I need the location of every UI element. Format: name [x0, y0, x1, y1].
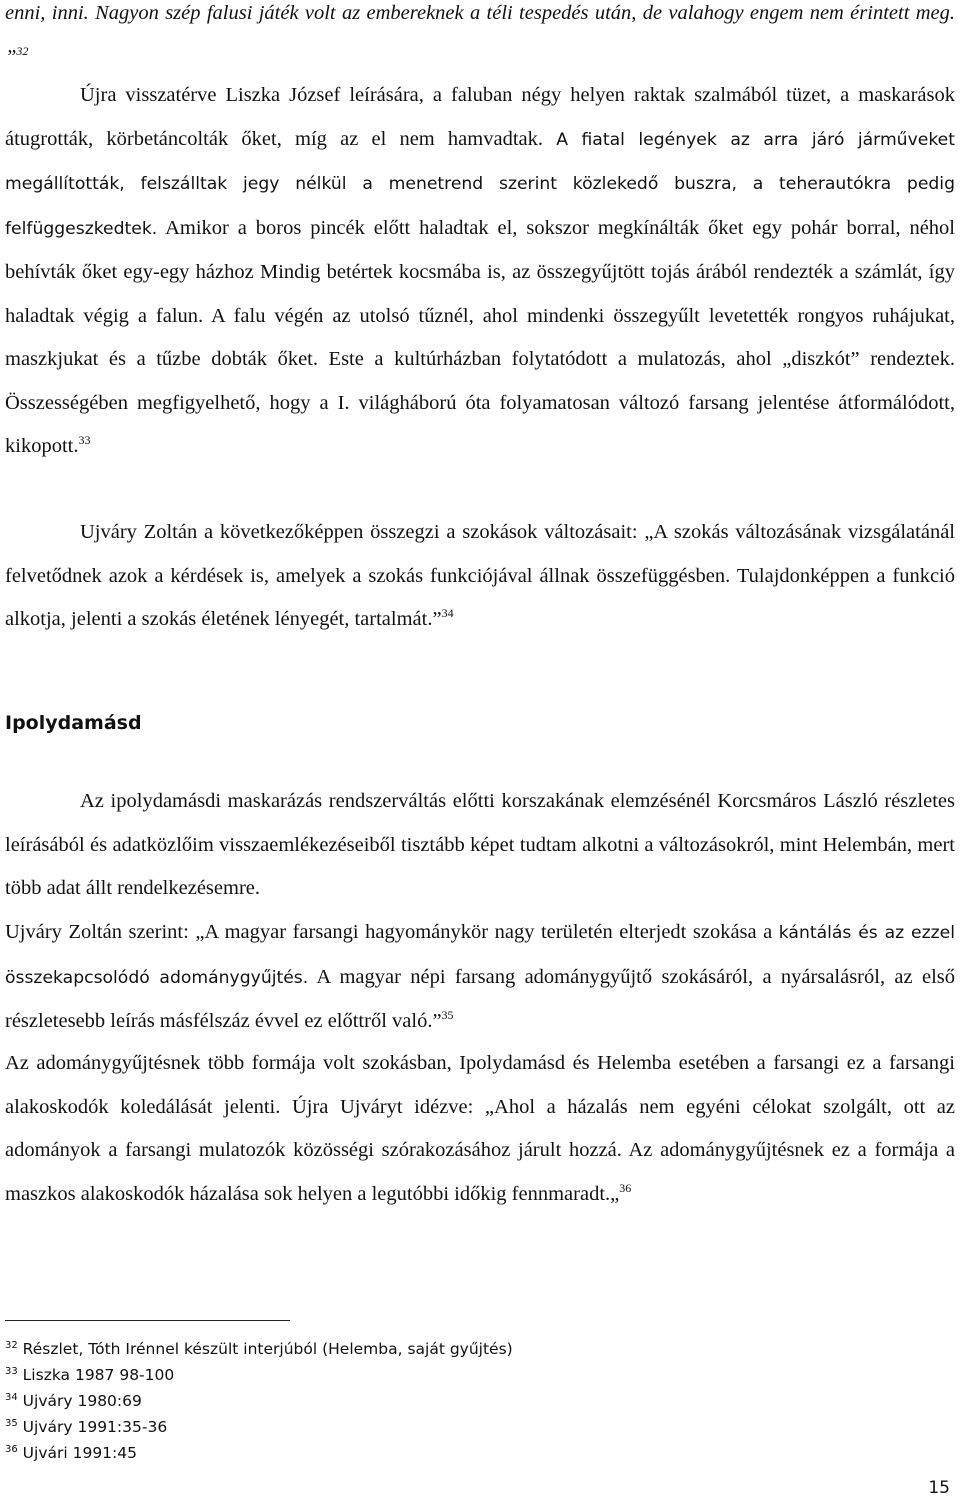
- footnote-ref-36[interactable]: 36: [619, 1180, 632, 1195]
- footnotes: [5, 1336, 513, 1466]
- footnote-ref-35[interactable]: 35: [441, 1008, 454, 1023]
- ujvary-farsang-text-3: A magyar népi farsang adománygyűjtő szokásáról, a nyársalásról, az első részletesebb leírás másfélszáz évvel ez előttről való.”: [5, 965, 955, 1032]
- quote-text: enni, inni. Nagyon szép falusi játék volt az embereknek a téli tespedés után, de valahogy engem nem érintett meg. ”: [5, 2, 955, 68]
- page-number: 15: [928, 1478, 950, 1498]
- adomanygyujtes-text: Az adománygyűjtésnek több formája volt szokásban, Ipolydamásd és Helemba esetében a farsangi ez a farsangi alakoskodók koledálását jelenti. Újra Ujváryt idézve: „Ahol a házalás nem egyéni célokat szolgált, ott az adományok a farsangi mulatozók közösségi szórakozásához járult hozzá. Az adománygyűjtésnek ez a formája a maszkos alakoskodók házalása sok helyen a legutóbbi időkig fennmaradt.„: [5, 1052, 955, 1205]
- footnote-32: [5, 1336, 513, 1362]
- footnote-33: [5, 1362, 513, 1388]
- footnote-34: [5, 1388, 513, 1414]
- footnote-ref-34[interactable]: 34: [441, 606, 454, 621]
- footnote-divider: [5, 1320, 290, 1321]
- liszka-text-2: A fiatal legények az arra járó járműveket megállították, felszálltak jegy nélkül a menetrend szerint közlekedő buszra, a teherautókra pedig felfüggeszkedtek.: [5, 129, 955, 239]
- paragraph-liszka: [5, 74, 955, 469]
- paragraph-ujvary-changes: [5, 511, 955, 642]
- paragraph-adomanygyujtes: [5, 1042, 955, 1216]
- footnote-text: Ujváry 1980:69: [22, 1392, 142, 1410]
- footnote-number: 34: [5, 1391, 18, 1403]
- footnote-number: 33: [5, 1365, 18, 1377]
- footnote-text: Liszka 1987 98-100: [22, 1366, 175, 1384]
- ujvary-changes-text: Ujváry Zoltán a következőképpen összegzi a szokások változásait: „A szokás változásának vizsgálatánál felvetődnek azok a kérdések is, amelyek a szokás funkciójával állnak összefüggésben. Tulajdonképpen a funkció alkotja, jelenti a szokás életének lényegét, tartalmát.”: [5, 521, 955, 630]
- ipolydamasd-text: Az ipolydamásdi maskarázás rendszerváltás előtti korszakának elemzésénél Korcsmáros László részletes leírásából és adatközlőim visszaemlékezéseiből tisztább képet tudtam alkotni a változásokról, mint Helembán, mert több adat állt rendelkezésemre.: [5, 790, 955, 899]
- footnote-text: Részlet, Tóth Irénnel készült interjúból (Helemba, saját gyűjtés): [22, 1340, 513, 1358]
- footnote-text: Ujváry 1991:35-36: [22, 1418, 168, 1436]
- footnote-ref-33[interactable]: 33: [78, 433, 91, 448]
- footnote-number: 36: [5, 1443, 18, 1455]
- liszka-text-1: Újra visszatérve Liszka József leírására, a faluban négy helyen raktak szalmából tüzet, a maskarások átugrották, körbetáncolták őket, míg az el nem hamvadtak.: [5, 84, 955, 150]
- footnote-ref-32[interactable]: 32: [16, 43, 29, 58]
- paragraph-ujvary-farsang: [5, 911, 955, 1044]
- footnote-text: Ujvári 1991:45: [22, 1444, 137, 1462]
- ujvary-farsang-text-1: Ujváry Zoltán szerint: „A magyar farsangi hagyománykör nagy területén elterjedt szokása a: [5, 921, 779, 943]
- footnote-36: [5, 1440, 513, 1466]
- footnote-number: 32: [5, 1339, 18, 1351]
- section-heading: Ipolydamásd: [5, 712, 142, 734]
- ujvary-farsang-text-2: kántálás és az ezzel összekapcsolódó adománygyűjtés.: [5, 923, 955, 988]
- liszka-text-3: Amikor a boros pincék előtt haladtak el, sokszor megkínálták őket egy pohár borral, néhol behívták őket egy-egy házhoz Mindig betértek kocsmába is, az összegyűjtött tojás árából rendezték a számlát, így haladtak végig a falun. A falu végén az utolsó tűznél, ahol mindenki összegyűlt levetették rongyos ruhájukat, maszkjukat és a tűzbe dobták őket. Este a kultúrházban folytatódott a mulatozás, ahol „diszkót” rendeztek. Összességében megfigyelhető, hogy a I. világháború óta folyamatosan változó farsang jelentése átformálódott, kikopott.: [5, 216, 955, 457]
- paragraph-quote-end: [5, 0, 955, 79]
- footnote-35: [5, 1414, 513, 1440]
- paragraph-ipolydamasd: [5, 780, 955, 911]
- footnote-number: 35: [5, 1417, 18, 1429]
